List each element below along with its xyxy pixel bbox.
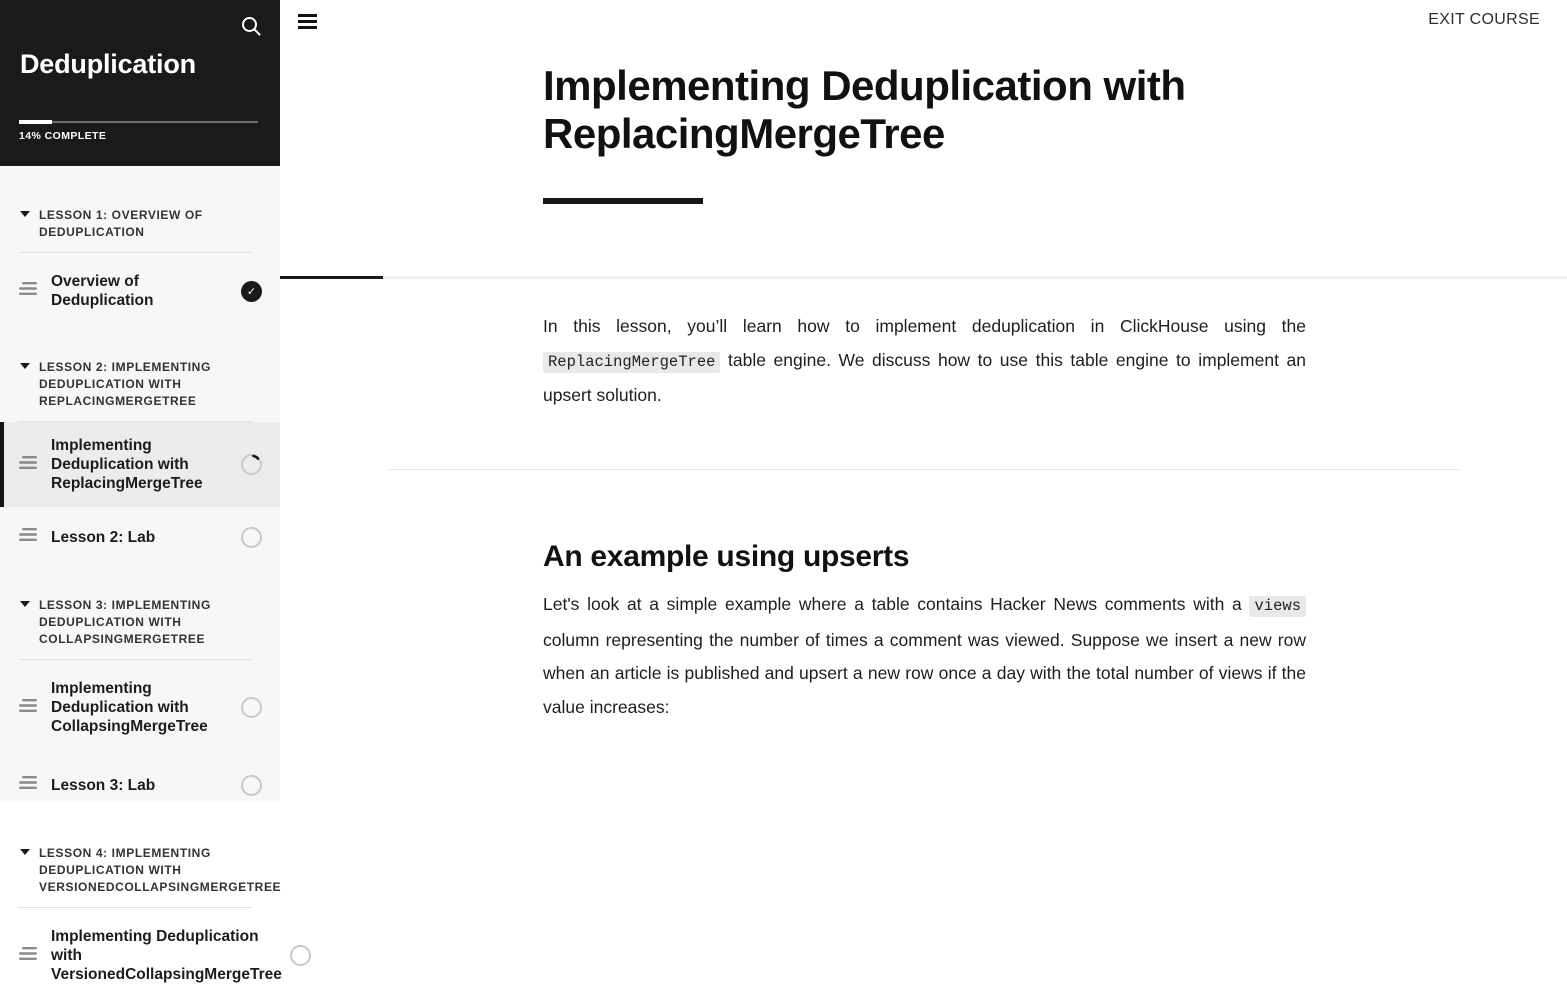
section-header-lesson-1[interactable] <box>0 207 280 241</box>
text-lesson-icon <box>18 774 39 796</box>
sidebar-header <box>0 0 280 166</box>
not-started-icon <box>241 775 262 796</box>
example-paragraph <box>543 588 1306 724</box>
example-text-after: column representing the number of times a comment was viewed. Suppose we insert a new row when an article is published and upsert a new row once a day with the total number of views if the value increases: <box>543 629 1306 717</box>
section-divider-rule <box>387 469 1460 470</box>
sidebar-item-implementing-replacingmergetree[interactable] <box>0 422 280 507</box>
search-icon[interactable] <box>238 14 264 40</box>
text-lesson-icon <box>18 697 39 719</box>
chevron-down-icon <box>20 363 30 369</box>
section-label: LESSON 3: IMPLEMENTING DEDUPLICATION WITH COLLAPSINGMERGETREE <box>39 598 211 646</box>
lesson-item-label: Lesson 2: Lab <box>51 528 156 546</box>
chevron-down-icon <box>20 849 30 855</box>
course-progress-fill <box>19 120 52 124</box>
text-lesson-icon <box>18 280 39 302</box>
course-sidebar <box>0 0 282 983</box>
lesson-item-label: Implementing Deduplication with CollapsingMergeTree <box>51 680 208 735</box>
title-underline <box>543 198 703 204</box>
lesson-content-area <box>280 0 1567 802</box>
chevron-down-icon <box>20 601 30 607</box>
chevron-down-icon <box>20 211 30 217</box>
course-title: Deduplication <box>20 49 196 79</box>
hamburger-menu-icon[interactable] <box>295 11 319 35</box>
nav-section-lesson-3 <box>0 597 280 815</box>
sidebar-item-implementing-versionedcollapsingmergetree[interactable] <box>0 908 280 1003</box>
not-started-icon <box>290 945 311 966</box>
section-header-lesson-2[interactable] <box>0 359 280 410</box>
completed-check-icon: ✓ <box>241 281 262 302</box>
section-header-lesson-3[interactable] <box>0 597 280 648</box>
lesson-nav <box>0 166 280 1003</box>
example-text-before: Let's look at a simple example where a table contains Hacker News comments with a <box>543 594 1250 614</box>
text-lesson-icon <box>18 945 39 967</box>
nav-section-lesson-1 <box>0 207 280 329</box>
course-progress-bar <box>19 121 258 123</box>
section-heading: An example using upserts <box>543 540 910 573</box>
sidebar-item-implementing-collapsingmergetree[interactable] <box>0 660 280 755</box>
exit-course-link[interactable]: EXIT COURSE <box>1428 11 1540 28</box>
section-label: LESSON 2: IMPLEMENTING DEDUPLICATION WITH REPLACINGMERGETREE <box>39 360 211 408</box>
page-title: Implementing Deduplication with ReplacingMergeTree <box>543 62 1186 157</box>
not-started-icon <box>241 697 262 718</box>
sidebar-item-lesson-3-lab[interactable] <box>0 755 280 815</box>
section-header-lesson-4[interactable] <box>0 845 280 896</box>
section-label: LESSON 1: OVERVIEW OF DEDUPLICATION <box>39 208 203 239</box>
inline-code-replacingmergetree: ReplacingMergeTree <box>543 352 720 373</box>
reading-progress-fill <box>280 276 383 279</box>
sidebar-item-overview-of-deduplication[interactable] <box>0 253 280 329</box>
in-progress-icon <box>241 454 262 475</box>
reading-progress-track <box>280 276 1567 279</box>
text-lesson-icon <box>18 526 39 548</box>
section-label: LESSON 4: IMPLEMENTING DEDUPLICATION WITH VERSIONEDCOLLAPSINGMERGETREE <box>39 846 282 894</box>
lesson-item-label: Implementing Deduplication with ReplacingMergeTree <box>51 437 203 492</box>
lesson-item-label: Implementing Deduplication with VersionedCollapsingMergeTree <box>51 928 282 983</box>
lesson-item-label: Lesson 3: Lab <box>51 776 156 794</box>
lesson-item-label: Overview of Deduplication <box>51 273 154 309</box>
not-started-icon <box>241 527 262 548</box>
inline-code-views: views <box>1249 596 1306 617</box>
nav-section-lesson-2 <box>0 359 280 567</box>
intro-text-after: table engine. We discuss how to use this table engine to implement an upsert solution. <box>543 349 1306 405</box>
intro-paragraph <box>543 310 1306 413</box>
course-progress-label: 14% COMPLETE <box>19 130 107 142</box>
intro-text-before: In this lesson, you’ll learn how to implement deduplication in ClickHouse using the <box>543 316 1306 336</box>
text-lesson-icon <box>18 454 39 476</box>
sidebar-item-lesson-2-lab[interactable] <box>0 507 280 567</box>
nav-section-lesson-4 <box>0 845 280 1003</box>
